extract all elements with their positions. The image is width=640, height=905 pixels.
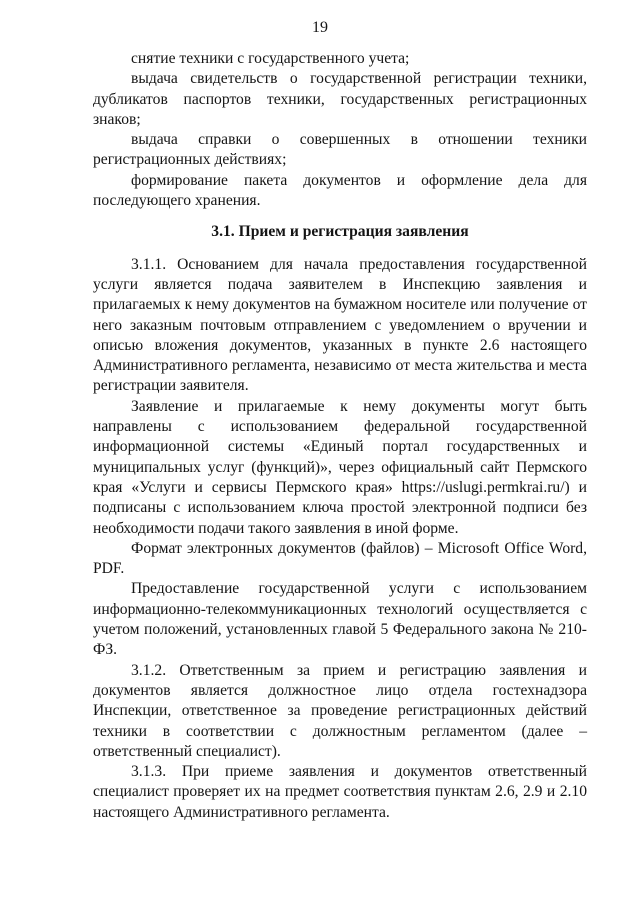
paragraph: 3.1.1. Основанием для начала предоставления государственной услуги является подача заявителем в Инспекцию заявления и прилагаемых к нему документов на бумажном носителе или получение от него заказным почтовым отправлением с уведомлением о вручении и описью вложения документов, указанных в пункте 2.6 настоящего Административного регламента, независимо от места жительства и места регистрации заявителя.: [93, 255, 587, 395]
list-item: выдача справки о совершенных в отношении техники регистрационных действиях;: [93, 131, 587, 169]
section-heading: 3.1. Прием и регистрация заявления: [211, 223, 469, 241]
list-item: формирование пакета документов и оформление дела для последующего хранения.: [93, 171, 587, 210]
page-number: 19: [312, 19, 328, 36]
paragraph: Предоставление государственной услуги с использованием информационно-телекоммуникационных технологий осуществляется с учетом положений, установленных главой 5 Федерального закона № 210-ФЗ.: [93, 580, 587, 659]
list-item: снятие техники с государственного учета;: [131, 50, 410, 67]
paragraph: Формат электронных документов (файлов) – Microsoft Office Word, PDF.: [93, 539, 587, 578]
paragraph: 3.1.3. При приеме заявления и документов ответственный специалист проверяет их на предмет соответствия пунктам 2.6, 2.9 и 2.10 настоящего Административного регламента.: [93, 763, 587, 821]
paragraph: 3.1.2. Ответственным за прием и регистрацию заявления и документов является должностное лицо отдела гостехнадзора Инспекции, ответственное за проведение регистрационных действий техники в соответствии с должностным регламентом (далее – ответственный специалист).: [93, 661, 587, 760]
document-body: [93, 49, 587, 823]
paragraph: Заявление и прилагаемые к нему документы могут быть направлены с использованием федеральной государственной информационной системы «Единый портал государственных и муниципальных услуг (функций)», через официальный сайт Пермского края «Услуги и сервисы Пермского края» https://uslugi.permkrai.ru/) и подписаны с использованием ключа простой электронной подписи без необходимости подачи такого заявления в иной форме.: [93, 397, 587, 537]
list-item: выдача свидетельств о государственной регистрации техники, дубликатов паспортов техники, государственных регистрационных знаков;: [93, 70, 587, 128]
